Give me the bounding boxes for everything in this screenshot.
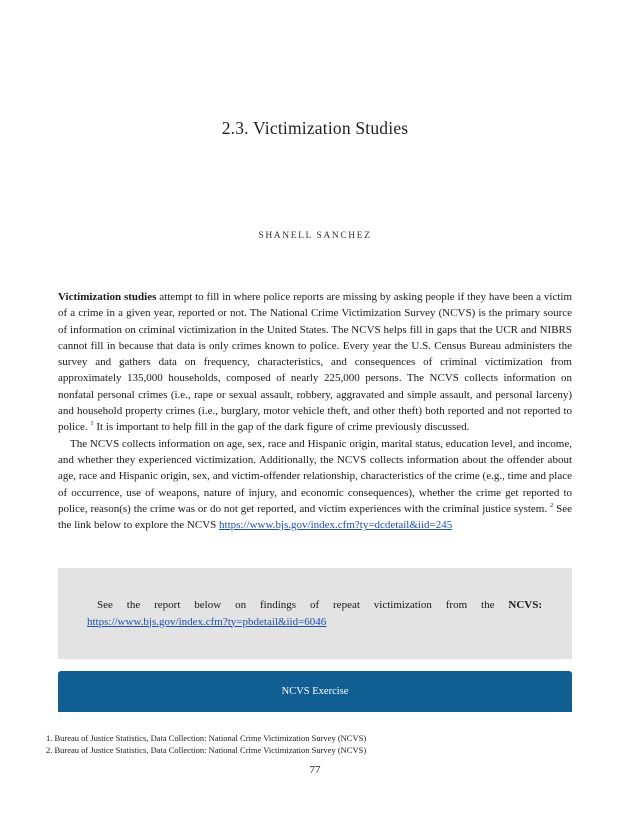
ncvs-report-link[interactable]: https://www.bjs.gov/index.cfm?ty=pbdetail&iid=6046 xyxy=(87,615,327,628)
callout-bold: NCVS: xyxy=(508,599,542,611)
paragraph-2 xyxy=(58,436,572,534)
footnote-2: 2. Bureau of Justice Statistics, Data Collection: National Crime Victimization Survey (NCVS) xyxy=(46,744,367,755)
footnote-1: 1. Bureau of Justice Statistics, Data Collection: National Crime Victimization Survey (NCVS) xyxy=(46,733,367,743)
footnote-ref-1[interactable]: 1 xyxy=(90,420,94,428)
footnote-ref-2[interactable]: 2 xyxy=(549,501,554,509)
paragraph-2-text-b: See the link below to explore the NCVS xyxy=(58,502,572,532)
callout-text-plain: See the report below on findings of repeat victimization from the xyxy=(97,599,509,611)
key-term: Victimization studies xyxy=(58,291,157,303)
paragraph-1-text-a: attempt to fill in where police reports are missing by asking people if they have been a victim of a crime in a given year, reported or not. The National Crime Victimization Survey (NCVS) is the primary source of information on criminal victimization in the United States. The NCVS helps fill in gaps that the UCR and NIBRS cannot fill in because that data is only crimes known to police. Every year the U.S. Census Bureau administers the survey and gathers data on frequency, characteristics, and consequences of criminal victimization from approximately 135,000 households, composed of nearly 225,000 persons. The NCVS collects information on nonfatal personal crimes (i.e., rape or sexual assault, robbery, aggravated and simple assault, and personal larceny) and household property crimes (i.e., burglary, motor vehicle theft, and other theft) both reported and not reported to police. xyxy=(58,291,573,434)
paragraph-2-text-a: The NCVS collects information on age, sex, race and Hispanic origin, marital status, education level, and income, and whether they experienced victimization. Additionally, the NCVS collects information about the offender about age, race and Hispanic origin, sex, and victim-offender relationship, characteristics of the crime (e.g., time and place of occurrence, use of weapons, nature of injury, and economic consequences), whether the crime get reported to police, reason(s) the crime was or do not get reported, and victim experiences with the criminal justice system. xyxy=(58,437,572,515)
chapter-author: SHANELL SANCHEZ xyxy=(258,231,372,241)
body-text xyxy=(58,289,572,533)
ncvs-exercise-button[interactable]: NCVS Exercise xyxy=(58,671,572,712)
footnotes-list xyxy=(46,733,586,756)
ncvs-dcdetail-link[interactable]: https://www.bjs.gov/index.cfm?ty=dcdetail&iid=245 xyxy=(219,519,453,532)
paragraph-1 xyxy=(58,289,572,436)
paragraph-1-text-b: It is important to help fill in the gap of the dark figure of crime previously discussed. xyxy=(93,421,470,434)
callout-text xyxy=(87,597,542,630)
chapter-title: 2.3. Victimization Studies xyxy=(221,118,409,138)
callout-box xyxy=(58,568,572,659)
page-number: 77 xyxy=(309,764,321,776)
